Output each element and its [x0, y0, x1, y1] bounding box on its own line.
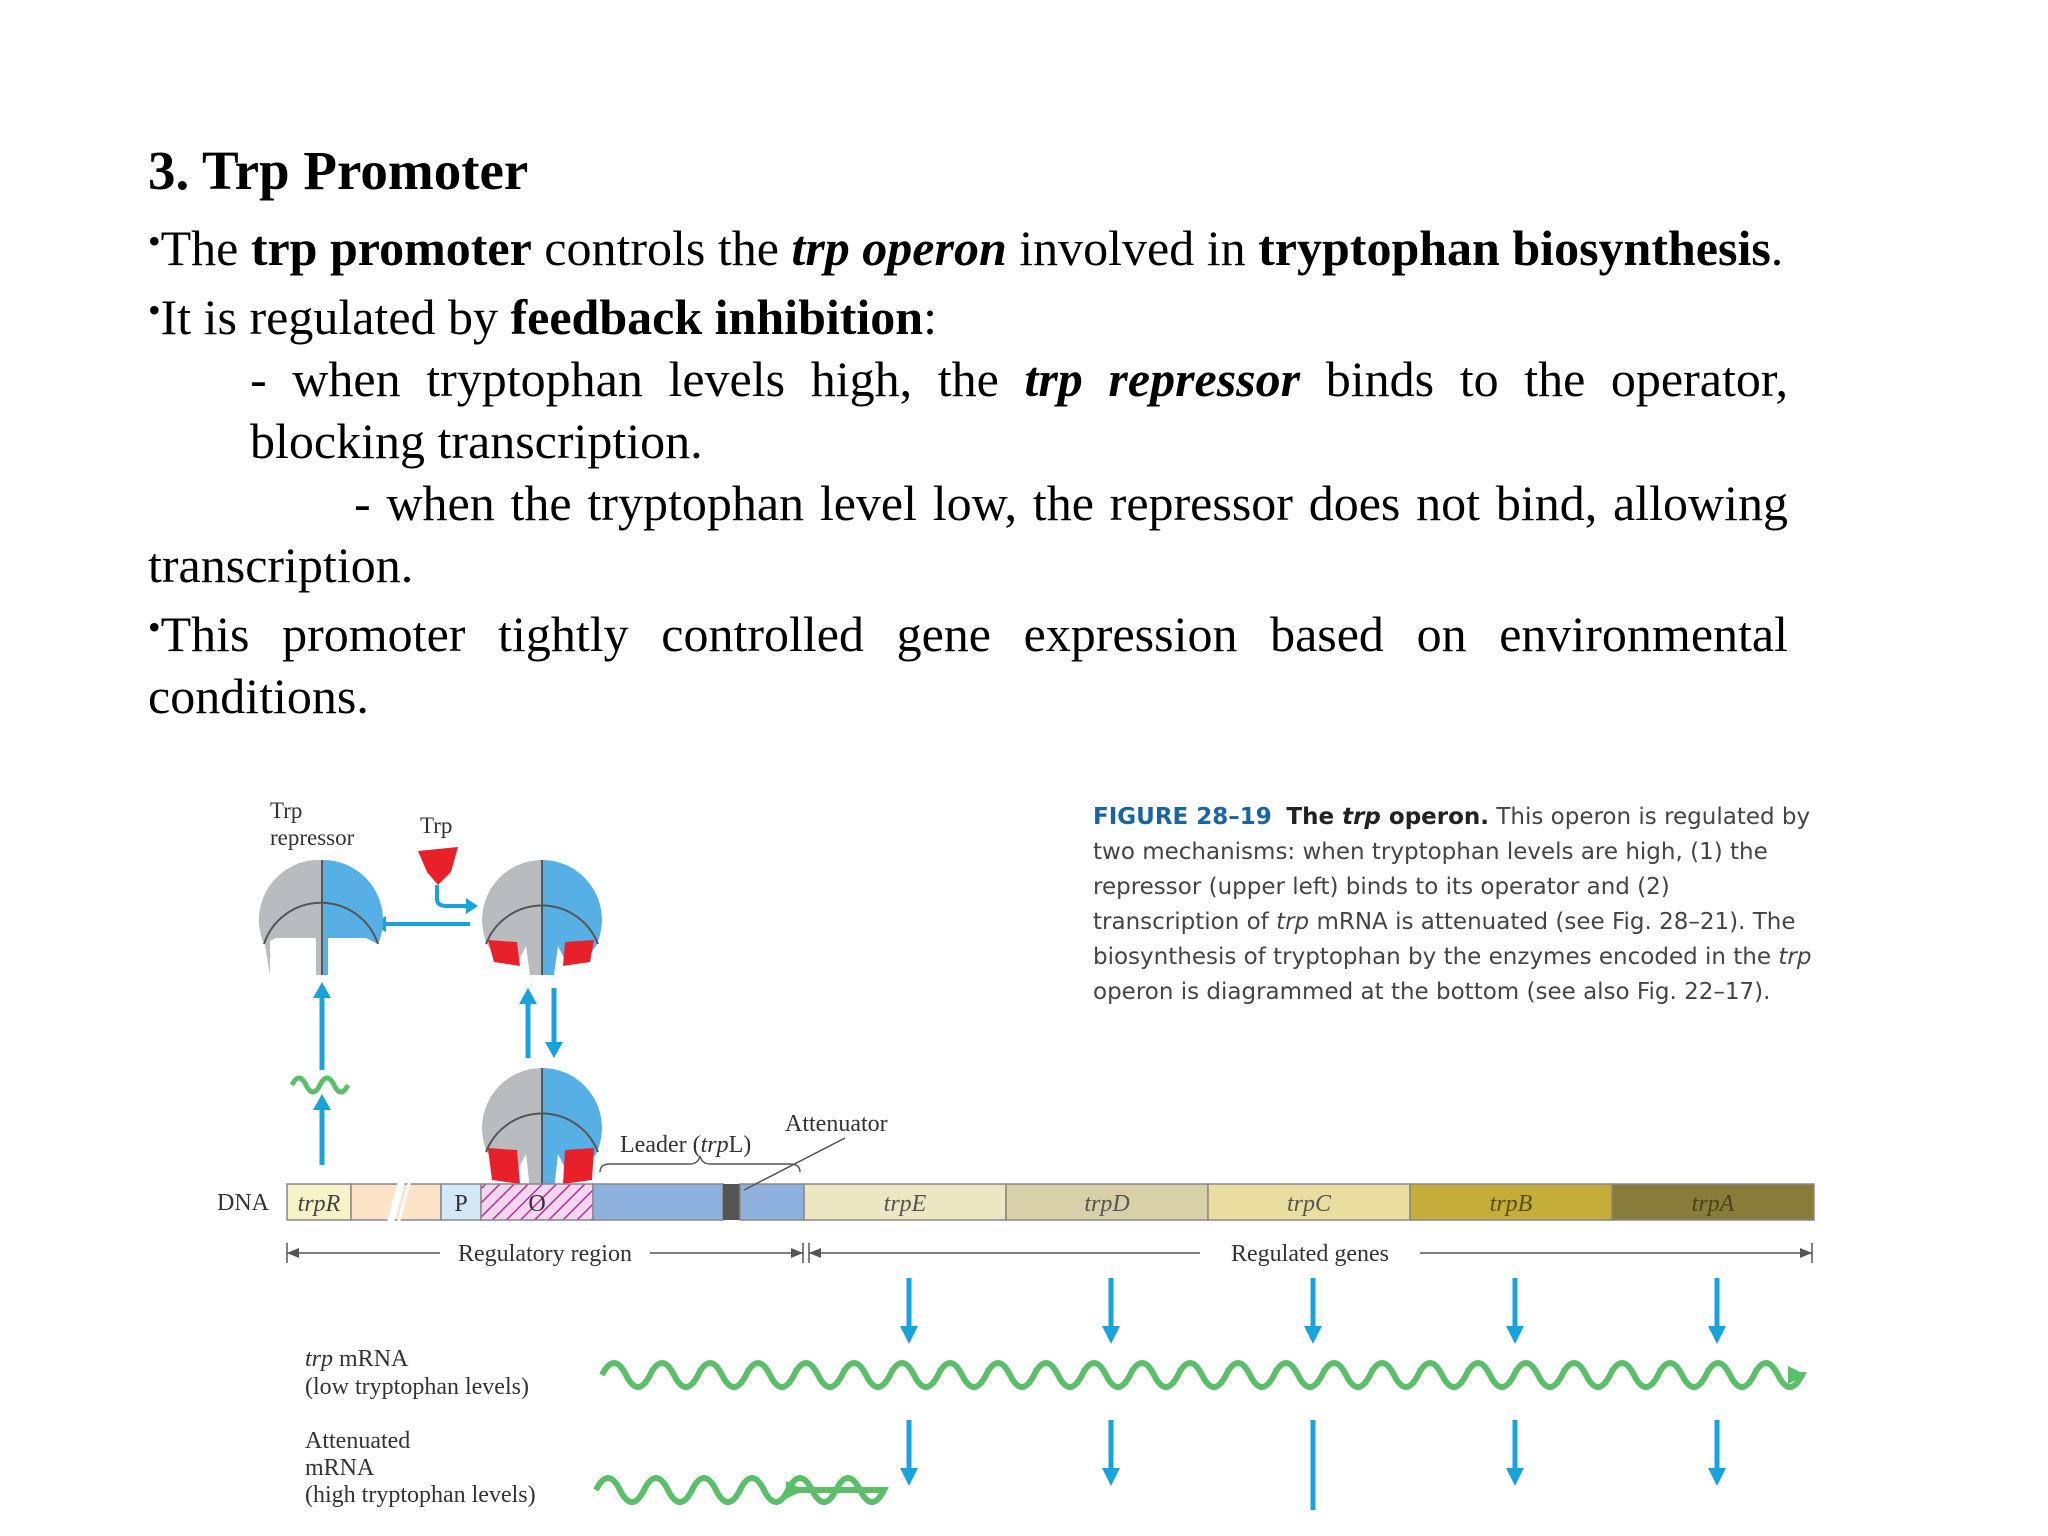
bullet-1-text: The	[160, 220, 251, 276]
regulated-genes-label: Regulated genes	[1231, 1241, 1389, 1267]
gene-trpC-label: trpC	[1286, 1191, 1332, 1217]
full-mrna-icon	[602, 1363, 1802, 1387]
bullet-1-bold: trp promoter	[250, 220, 532, 276]
sub-point-2: - when the tryptophan level low, the repressor does not bind, allowing transcription.	[148, 475, 1788, 593]
active-repressor-icon	[482, 860, 602, 975]
repressor-label-2: repressor	[270, 825, 355, 850]
gene-trpA-label: trpA	[1691, 1191, 1735, 1217]
trpR-mrna-icon	[292, 1078, 348, 1092]
attenuated-label: Attenuated	[305, 1428, 411, 1454]
mrna-label-2: (low tryptophan levels)	[305, 1374, 529, 1400]
leader-region-2	[740, 1184, 804, 1220]
gene-trpD-label: trpD	[1084, 1191, 1130, 1217]
gene-trpE-label: trpE	[883, 1191, 927, 1217]
sub-point-1-bold-italic: trp repressor	[1024, 351, 1301, 407]
attenuator-label: Attenuator	[785, 1111, 888, 1137]
bind-down-arrowhead-icon	[545, 1042, 563, 1058]
caption-text-2: mRNA is attenuated (see Fig. 28–21). The biosynthesis of tryptophan by the enzymes encoded in the	[1093, 909, 1796, 970]
trp-label: Trp	[420, 813, 453, 838]
caption-text: This operon is regulated by two mechanisms: when tryptophan levels are high, (1) the repressor (upper left) binds to its operator and (2) transcription of	[1093, 804, 1811, 935]
bullet-glyph: •	[148, 290, 161, 330]
attenuated-label-2: mRNA	[305, 1455, 375, 1481]
gene-trpR-label: trpR	[297, 1191, 341, 1217]
repressor-label: Trp	[270, 798, 303, 823]
attenuated-label-3: (high tryptophan levels)	[305, 1482, 536, 1508]
bind-up-arrowhead-icon	[519, 988, 537, 1004]
regulatory-region-label: Regulatory region	[458, 1241, 632, 1267]
bullet-glyph: •	[148, 607, 161, 647]
bullet-2-text: It is regulated by	[160, 289, 511, 345]
dna-label: DNA	[217, 1190, 269, 1216]
trp-binding-arrowhead-icon	[466, 898, 478, 914]
mrna-up-arrowhead-icon	[313, 1094, 331, 1110]
caption-italic-2: trp	[1778, 944, 1812, 970]
sub-point-1-text: - when tryptophan levels high, the	[250, 351, 1025, 407]
bullet-1-bold-2: tryptophan biosynthesis	[1258, 220, 1771, 276]
leader-region	[593, 1184, 723, 1220]
caption-italic: trp	[1276, 909, 1310, 935]
mrna-label: trp mRNA	[305, 1346, 409, 1372]
bullet-glyph: •	[148, 221, 161, 261]
trp-binding-arrow-icon	[437, 885, 470, 906]
bullet-2-bold: feedback inhibition	[510, 289, 924, 345]
bullet-1-bold-italic: trp operon	[791, 220, 1007, 276]
leader-bracket	[600, 1156, 800, 1172]
bullet-1-text-2: controls the	[531, 220, 792, 276]
slide-title: 3. Trp Promoter	[148, 140, 529, 201]
bullet-2-text-2: :	[923, 289, 938, 345]
caption-title: The trp operon.	[1286, 804, 1490, 830]
translation-arrows-upper	[900, 1278, 1726, 1344]
repressor-up-arrowhead-icon	[313, 982, 331, 998]
promoter-label: P	[454, 1191, 468, 1217]
caption-text-3: operon is diagrammed at the bottom (see also Fig. 22–17).	[1093, 979, 1771, 1005]
trp-molecule-icon	[418, 847, 458, 885]
leader-label: Leader (trpL)	[620, 1132, 752, 1158]
bullet-1-text-3: involved in	[1006, 220, 1259, 276]
bullet-1-text-4: .	[1770, 220, 1784, 276]
sub-point-1-text-2: binds to the operator, blocking transcription.	[250, 351, 1788, 469]
attenuator-region	[723, 1184, 740, 1220]
caption-label: FIGURE 28–19	[1093, 804, 1272, 830]
bound-repressor-icon	[482, 1068, 602, 1190]
operator-label: O	[528, 1191, 546, 1217]
attenuated-mrna-icon	[596, 1478, 884, 1502]
gene-trpB-label: trpB	[1489, 1191, 1533, 1217]
bullet-3-text: This promoter tightly controlled gene expression based on environmental conditions.	[148, 606, 1788, 724]
translation-arrows-lower	[900, 1420, 1726, 1510]
